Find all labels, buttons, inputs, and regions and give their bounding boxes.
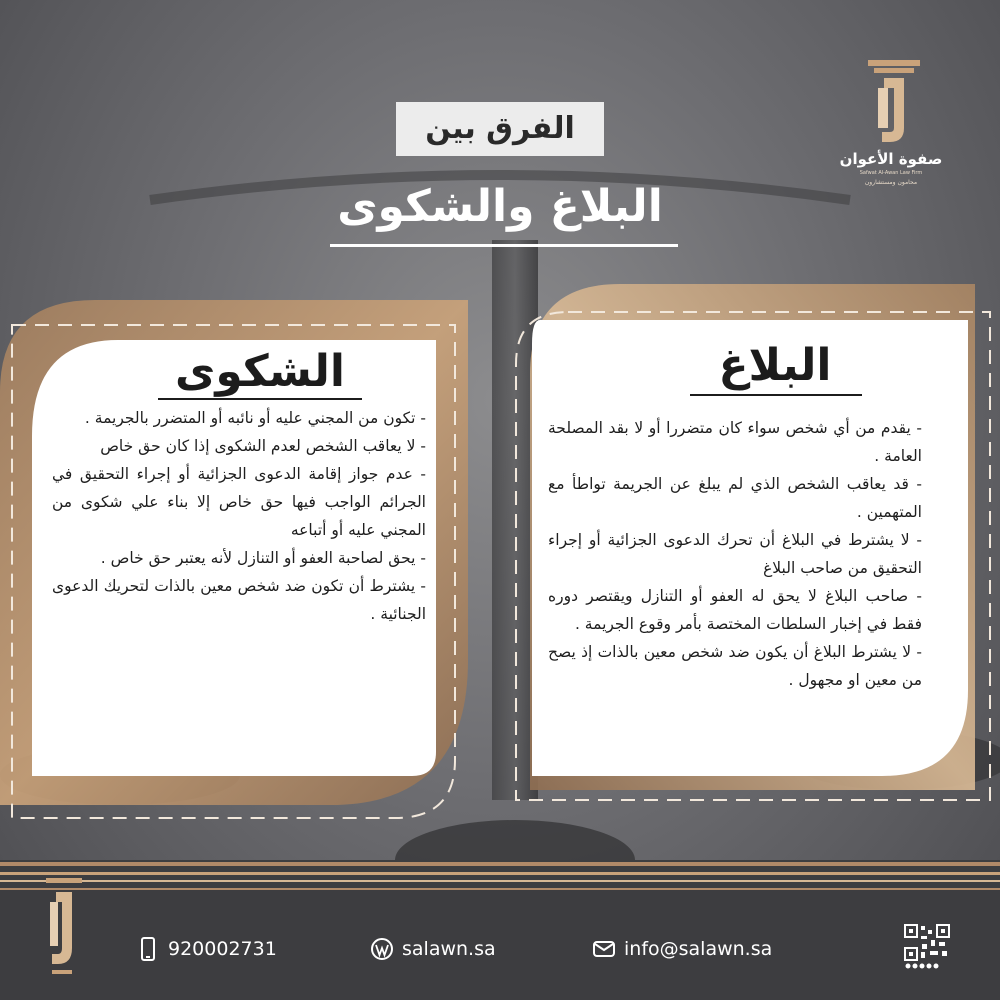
list-item: - يشترط أن تكون ضد شخص معين بالذات لتحريك الدعوى الجنائية . bbox=[52, 577, 426, 623]
contact-phone[interactable] bbox=[136, 934, 277, 964]
list-item: - قد يعاقب الشخص الذي لم يبلغ عن الجريمة تواطأ مع المتهمين . bbox=[548, 475, 922, 521]
list-item: - عدم جواز إقامة الدعوى الجزائية أو إجراء التحقيق في الجرائم الواجب فيها حق خاص إلا بناء علي شكوى من المجني عليه أو أتباعه bbox=[52, 465, 426, 539]
list-item: - لا يشترط في البلاغ أن تحرك الدعوى الجزائية أو إجراء التحقيق من صاحب البلاغ bbox=[548, 531, 922, 577]
phone-icon bbox=[136, 937, 160, 961]
list-item: - لا يشترط البلاغ أن يكون ضد شخص معين بالذات إذ يصح من معين او مجهول . bbox=[548, 643, 922, 689]
wordpress-icon bbox=[370, 937, 394, 961]
qr-code-icon[interactable] bbox=[904, 924, 950, 970]
list-item: - يحق لصاحبة العفو أو التنازل لأنه يعتبر حق خاص . bbox=[100, 549, 426, 567]
footer-stripes bbox=[0, 860, 1000, 900]
complaint-heading-underline bbox=[158, 398, 362, 400]
phone-number: 920002731 bbox=[168, 938, 277, 960]
footer-logo-icon bbox=[40, 878, 88, 984]
contact-website[interactable] bbox=[370, 934, 496, 964]
brand-name: صفوة الأعوان bbox=[839, 150, 943, 168]
report-heading: البلاغ bbox=[718, 340, 832, 391]
website-link: salawn.sa bbox=[402, 938, 496, 960]
page-title: البلاغ والشكوى bbox=[337, 181, 663, 232]
brand-name-english: Safwat Al-Awan Law Firm bbox=[859, 170, 923, 176]
email-address: info@salawn.sa bbox=[624, 938, 773, 960]
report-list bbox=[548, 414, 922, 694]
brand-tagline: محامون ومستشارون bbox=[864, 179, 918, 186]
title-top: الفرق بين bbox=[425, 111, 575, 146]
report-heading-underline bbox=[690, 394, 862, 396]
mail-icon bbox=[592, 937, 616, 961]
list-item: - يقدم من أي شخص سواء كان متضررا أو لا بقد المصلحة العامة . bbox=[548, 419, 922, 465]
list-item: - صاحب البلاغ لا يحق له العفو أو التنازل ويقتصر دوره فقط في إخبار السلطات المختصة بأمر وقوع الجريمة . bbox=[548, 587, 922, 633]
list-item: - تكون من المجني عليه أو نائبه أو المتضرر بالجريمة . bbox=[84, 409, 426, 427]
list-item: - لا يعاقب الشخص لعدم الشكوى إذا كان حق خاص bbox=[100, 437, 426, 455]
complaint-list bbox=[52, 404, 426, 628]
complaint-heading: الشكوى bbox=[175, 346, 345, 397]
contact-email[interactable] bbox=[592, 934, 772, 964]
